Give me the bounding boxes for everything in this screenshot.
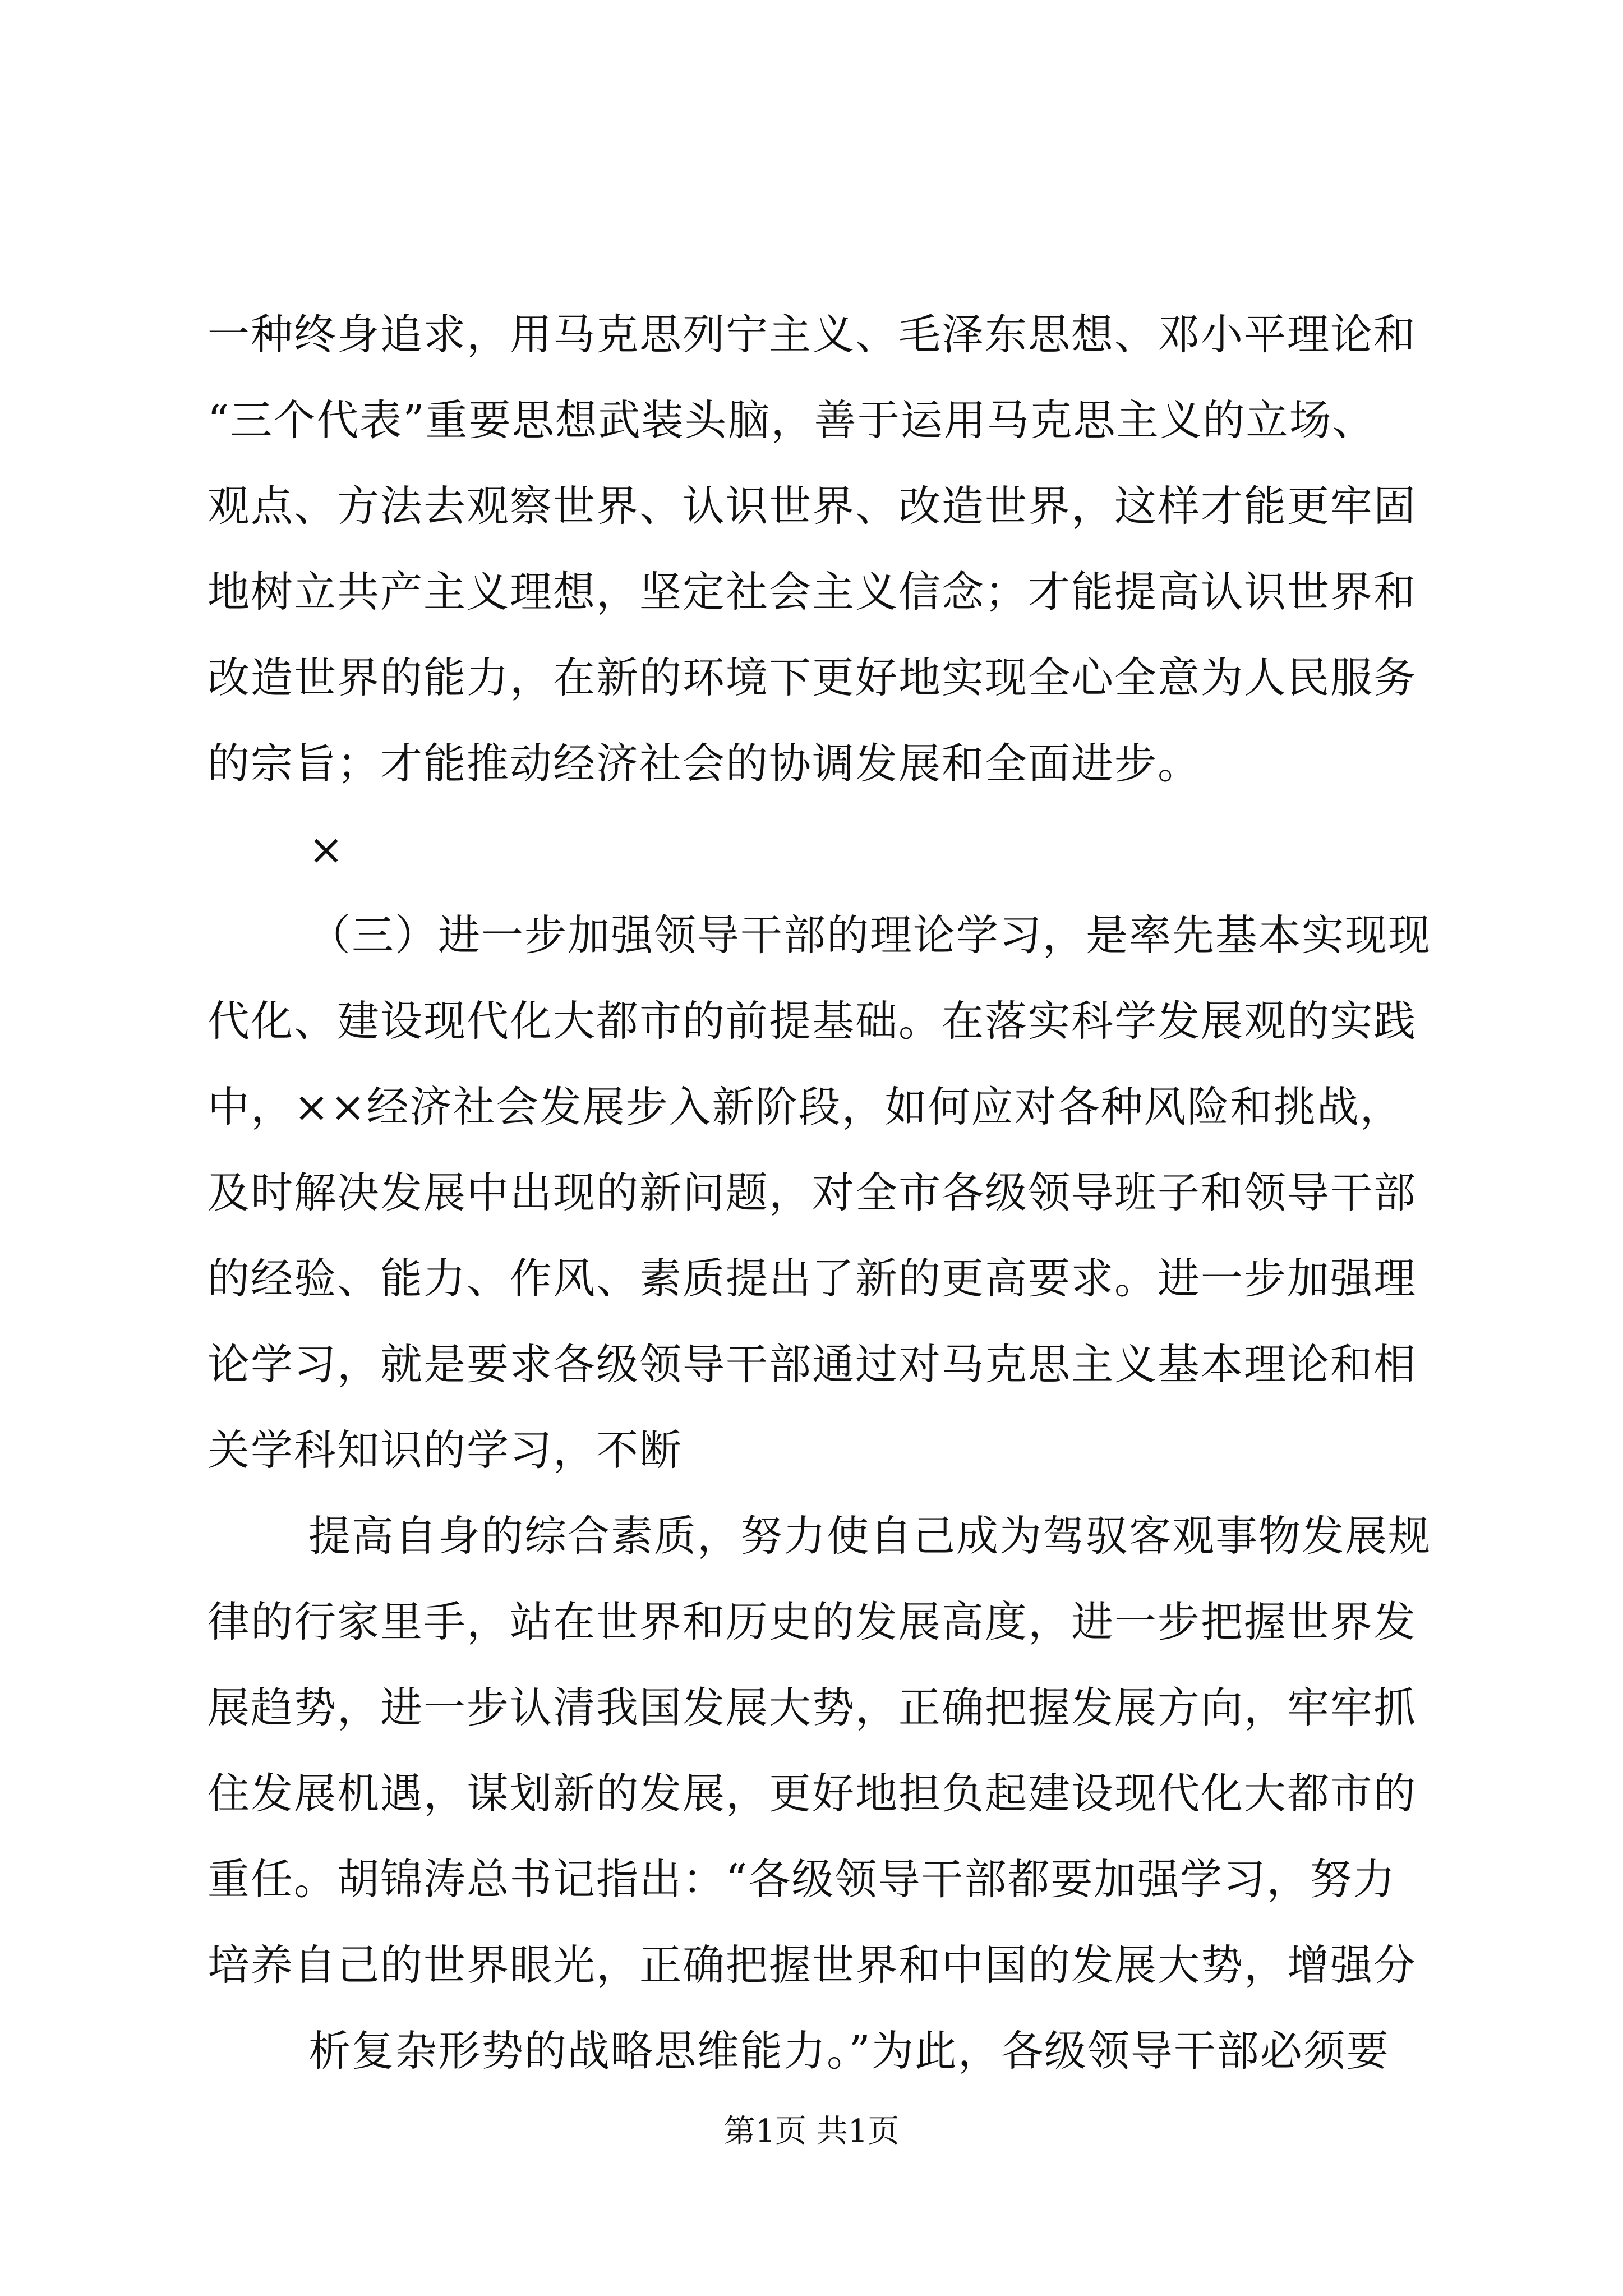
page-footer <box>0 2109 1623 2154</box>
text-line: 的宗旨；才能推动经济社会的协调发展和全面进步。 <box>208 739 1201 788</box>
text-line: “三个代表”重要思想武装头脑，善于运用马克思主义的立场、 <box>208 395 1376 445</box>
text-line: 中，××经济社会发展步入新阶段，如何应对各种风险和挑战， <box>208 1082 1403 1131</box>
text-line: 重任。胡锦涛总书记指出：“各级领导干部都要加强学习，努力 <box>208 1855 1396 1904</box>
text-line: 观点、方法去观察世界、认识世界、改造世界，这样才能更牢固 <box>208 481 1417 531</box>
text-line: 及时解决发展中出现的新问题，对全市各级领导班子和领导干部 <box>208 1168 1417 1217</box>
text-line: 关学科知识的学习，不断 <box>208 1425 683 1475</box>
document-body <box>208 292 1432 2094</box>
text-line: 住发展机遇，谋划新的发展，更好地担负起建设现代化大都市的 <box>208 1769 1417 1818</box>
text-line: （三）进一步加强领导干部的理论学习，是率先基本实现现 <box>308 910 1432 960</box>
text-line: 地树立共产主义理想，坚定社会主义信念；才能提高认识世界和 <box>208 567 1417 616</box>
placeholder-mark: × <box>308 825 345 874</box>
text-line: 提高自身的综合素质，努力使自己成为驾驭客观事物发展规 <box>308 1511 1432 1561</box>
text-line: 改造世界的能力，在新的环境下更好地实现全心全意为人民服务 <box>208 653 1417 702</box>
text-line: 析复杂形势的战略思维能力。”为此，各级领导干部必须要 <box>308 2026 1390 2076</box>
text-line: 论学习，就是要求各级领导干部通过对马克思主义基本理论和相 <box>208 1340 1417 1389</box>
text-line: 培养自己的世界眼光，正确把握世界和中国的发展大势，增强分 <box>208 1940 1417 1990</box>
page-number: 第1页 共1页 <box>723 2113 900 2150</box>
text-line: 代化、建设现代化大都市的前提基础。在落实科学发展观的实践 <box>208 996 1417 1046</box>
text-line: 展趋势，进一步认清我国发展大势，正确把握发展方向，牢牢抓 <box>208 1683 1417 1732</box>
text-line: 一种终身追求，用马克思列宁主义、毛泽东思想、邓小平理论和 <box>208 310 1417 359</box>
text-line: 律的行家里手，站在世界和历史的发展高度，进一步把握世界发 <box>208 1597 1417 1646</box>
text-line: 的经验、能力、作风、素质提出了新的更高要求。进一步加强理 <box>208 1254 1417 1303</box>
